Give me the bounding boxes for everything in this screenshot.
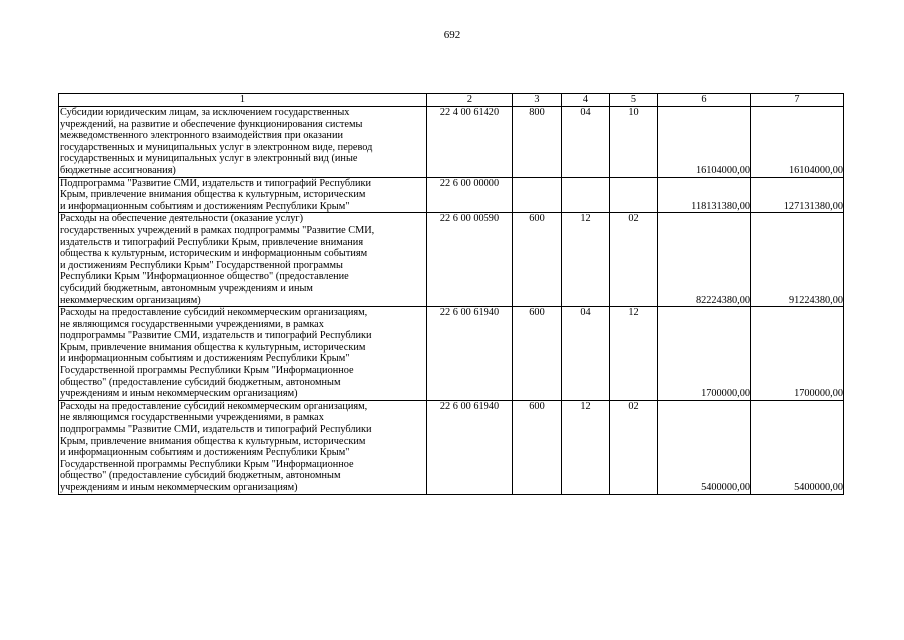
description-line: бюджетные ассигнования) [60,164,176,176]
description-line: государственных и муниципальных услуг в электронный вид (иные [60,153,358,165]
description-line: Государственной программы Республики Крым "Информационное [60,365,354,377]
row-amount-1: 5400000,00 [658,400,751,494]
row-description [59,107,427,178]
row-code: 22 6 00 00590 [427,213,513,307]
description-line: издательств и типографий Республики Крым, привлечение внимания [60,236,364,248]
header-cell-2: 2 [427,94,513,107]
description-line: и информационным событиям и достижениям Республики Крым" [60,353,350,365]
description-line: субсидий бюджетным, автономным учреждениям и иным [60,282,313,294]
row-col4: 04 [562,307,610,401]
header-cell-7: 7 [751,94,844,107]
description-line: общество" (предоставление субсидий бюджетным, автономным [60,376,341,388]
description-line: и информационным событиям и достижениям Республики Крым" [60,447,350,459]
table-row [59,213,844,307]
row-amount-1: 1700000,00 [658,307,751,401]
row-description [59,177,427,213]
table-row [59,400,844,494]
row-amount-1: 82224380,00 [658,213,751,307]
row-col4: 04 [562,107,610,178]
row-col3: 600 [513,213,562,307]
description-line: подпрограммы "Развитие СМИ, издательств и типографий Республики [60,424,372,436]
row-amount-2: 91224380,00 [751,213,844,307]
description-line: Крым, привлечение внимания общества к культурным, историческим [60,189,366,201]
description-line: Расходы на предоставление субсидий некоммерческим организациям, [60,307,368,319]
table-row [59,177,844,213]
table-row [59,307,844,401]
description-line: Расходы на предоставление субсидий некоммерческим организациям, [60,400,368,412]
row-col3: 600 [513,400,562,494]
description-line: учреждениям и иным некоммерческим организациям) [60,482,298,493]
description-line: Государственной программы Республики Крым "Информационное [60,458,354,470]
row-col5: 10 [610,107,658,178]
row-col3: 600 [513,307,562,401]
description-line: государственных и муниципальных услуг в электронном виде, перевод [60,141,373,153]
description-line: и достижениям Республики Крым" Государственной программы [60,259,343,271]
row-col5 [610,177,658,213]
row-col5: 02 [610,400,658,494]
description-line: и информационным событиям и достижениям Республики Крым" [60,200,350,212]
budget-table-body [59,94,844,495]
table-header-row [59,94,844,107]
row-amount-2: 1700000,00 [751,307,844,401]
description-line: подпрограммы "Развитие СМИ, издательств и типографий Республики [60,330,372,342]
row-col4: 12 [562,213,610,307]
row-code: 22 6 00 00000 [427,177,513,213]
row-col5: 12 [610,307,658,401]
row-col3: 800 [513,107,562,178]
row-code: 22 6 00 61940 [427,307,513,401]
row-amount-2: 127131380,00 [751,177,844,213]
description-line: Республики Крым "Информационное общество" (предоставление [60,271,349,283]
header-cell-3: 3 [513,94,562,107]
table-row [59,107,844,178]
budget-table [58,93,844,495]
row-code: 22 6 00 61940 [427,400,513,494]
header-cell-5: 5 [610,94,658,107]
description-line: Крым, привлечение внимания общества к культурным, историческим [60,341,366,353]
description-line: не являющимся государственными учреждениями, в рамках [60,318,324,330]
description-line: Подпрограмма "Развитие СМИ, издательств и типографий Республики [60,177,372,189]
description-line: общества к культурным, историческим и информационным событиям [60,248,368,260]
row-amount-2: 5400000,00 [751,400,844,494]
description-line: государственных учреждений в рамках подпрограммы "Развитие СМИ, [60,224,375,236]
description-line: Субсидии юридическим лицам, за исключением государственных [60,107,350,118]
header-cell-4: 4 [562,94,610,107]
row-col5: 02 [610,213,658,307]
row-description [59,307,427,401]
row-description [59,213,427,307]
row-amount-2: 16104000,00 [751,107,844,178]
row-description [59,400,427,494]
description-line: учреждений, на развитие и обеспечение функционирования системы [60,118,363,130]
description-line: учреждениям и иным некоммерческим организациям) [60,388,298,400]
header-cell-1: 1 [59,94,427,107]
description-line: Крым, привлечение внимания общества к культурным, историческим [60,435,366,447]
row-amount-1: 16104000,00 [658,107,751,178]
row-code: 22 4 00 61420 [427,107,513,178]
description-line: некоммерческим организациям) [60,294,201,306]
header-cell-6: 6 [658,94,751,107]
description-line: общество" (предоставление субсидий бюджетным, автономным [60,470,341,482]
description-line: межведомственного электронного взаимодействия при оказании [60,130,343,142]
row-col4 [562,177,610,213]
description-line: не являющимся государственными учреждениями, в рамках [60,412,324,424]
page-number: 692 [443,29,461,41]
row-col4: 12 [562,400,610,494]
row-col3 [513,177,562,213]
description-line: Расходы на обеспечение деятельности (оказание услуг) [60,213,304,225]
row-amount-1: 118131380,00 [658,177,751,213]
